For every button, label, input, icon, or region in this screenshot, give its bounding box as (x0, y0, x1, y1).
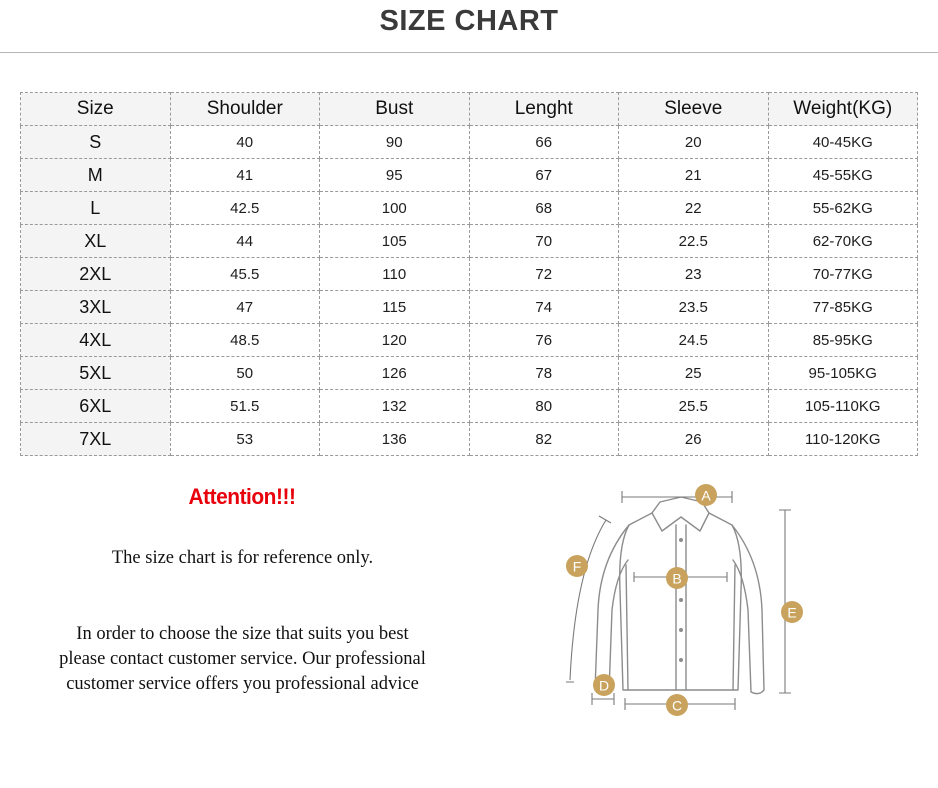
shoulder-cell: 50 (170, 357, 320, 390)
marker-b (666, 567, 688, 589)
weight-cell: 95-105KG (768, 357, 918, 390)
weight-cell: 45-55KG (768, 159, 918, 192)
advice-line: please contact customer service. Our professional (59, 649, 426, 669)
svg-text:E: E (787, 604, 797, 621)
placket-buttons (679, 538, 683, 662)
weight-cell: 105-110KG (768, 390, 918, 423)
length-cell: 74 (469, 291, 619, 324)
weight-cell: 77-85KG (768, 291, 918, 324)
length-cell: 68 (469, 192, 619, 225)
size-cell: 2XL (21, 258, 171, 291)
bust-cell: 136 (320, 423, 470, 456)
size-cell: 4XL (21, 324, 171, 357)
advice-line: In order to choose the size that suits you best (76, 624, 409, 644)
column-header-size: Size (21, 93, 171, 126)
size-cell: S (21, 126, 171, 159)
table-row (21, 423, 918, 456)
table-header-row (21, 93, 918, 126)
bust-cell: 100 (320, 192, 470, 225)
size-cell: L (21, 192, 171, 225)
svg-text:F: F (572, 558, 582, 575)
reference-note: The size chart is for reference only. (111, 548, 374, 568)
advice-note (20, 622, 465, 697)
size-table (20, 92, 918, 456)
column-header-shoulder: Shoulder (170, 93, 320, 126)
length-cell: 66 (469, 126, 619, 159)
shoulder-cell: 42.5 (170, 192, 320, 225)
svg-text:D: D (598, 677, 610, 694)
shoulder-cell: 48.5 (170, 324, 320, 357)
table-row (21, 357, 918, 390)
shirt-outline (595, 497, 764, 694)
shoulder-cell: 41 (170, 159, 320, 192)
shoulder-cell: 51.5 (170, 390, 320, 423)
length-cell: 72 (469, 258, 619, 291)
shoulder-cell: 40 (170, 126, 320, 159)
marker-c (666, 694, 688, 716)
size-cell: 5XL (21, 357, 171, 390)
bust-cell: 110 (320, 258, 470, 291)
table-row (21, 159, 918, 192)
size-cell: 3XL (21, 291, 171, 324)
bust-cell: 90 (320, 126, 470, 159)
shoulder-cell: 47 (170, 291, 320, 324)
size-cell: 7XL (21, 423, 171, 456)
advice-line: customer service offers you professional advice (66, 674, 419, 694)
svg-text:B: B (672, 570, 682, 587)
sleeve-cell: 26 (619, 423, 769, 456)
shoulder-cell: 45.5 (170, 258, 320, 291)
table-row (21, 192, 918, 225)
weight-cell: 70-77KG (768, 258, 918, 291)
table-row (21, 225, 918, 258)
column-header-weight: Weight(KG) (768, 93, 918, 126)
svg-text:A: A (701, 487, 711, 504)
weight-cell: 110-120KG (768, 423, 918, 456)
weight-cell: 85-95KG (768, 324, 918, 357)
shoulder-cell: 53 (170, 423, 320, 456)
shirt-measurement-diagram (540, 468, 820, 728)
sleeve-cell: 23 (619, 258, 769, 291)
marker-f (566, 555, 588, 577)
bust-cell: 105 (320, 225, 470, 258)
column-header-sleeve: Sleeve (619, 93, 769, 126)
column-header-length: Lenght (469, 93, 619, 126)
size-cell: 6XL (21, 390, 171, 423)
length-cell: 82 (469, 423, 619, 456)
table-row (21, 126, 918, 159)
bust-cell: 132 (320, 390, 470, 423)
sleeve-cell: 24.5 (619, 324, 769, 357)
header (0, 0, 938, 53)
page-title: SIZE CHART (379, 5, 559, 37)
sleeve-cell: 20 (619, 126, 769, 159)
length-cell: 67 (469, 159, 619, 192)
table-row (21, 258, 918, 291)
sleeve-cell: 23.5 (619, 291, 769, 324)
sleeve-cell: 25 (619, 357, 769, 390)
table-row (21, 291, 918, 324)
length-cell: 78 (469, 357, 619, 390)
bust-cell: 120 (320, 324, 470, 357)
size-cell: M (21, 159, 171, 192)
attention-heading: Attention!!! (188, 484, 296, 509)
length-cell: 80 (469, 390, 619, 423)
sleeve-cell: 22.5 (619, 225, 769, 258)
sleeve-cell: 22 (619, 192, 769, 225)
marker-a (695, 484, 717, 506)
bust-cell: 115 (320, 291, 470, 324)
size-cell: XL (21, 225, 171, 258)
weight-cell: 62-70KG (768, 225, 918, 258)
table-row (21, 324, 918, 357)
shoulder-cell: 44 (170, 225, 320, 258)
length-cell: 70 (469, 225, 619, 258)
column-header-bust: Bust (320, 93, 470, 126)
bust-cell: 126 (320, 357, 470, 390)
marker-e (781, 601, 803, 623)
svg-text:C: C (671, 697, 683, 714)
bust-cell: 95 (320, 159, 470, 192)
weight-cell: 55-62KG (768, 192, 918, 225)
length-cell: 76 (469, 324, 619, 357)
marker-d (593, 674, 615, 696)
sleeve-cell: 25.5 (619, 390, 769, 423)
weight-cell: 40-45KG (768, 126, 918, 159)
sleeve-cell: 21 (619, 159, 769, 192)
table-row (21, 390, 918, 423)
